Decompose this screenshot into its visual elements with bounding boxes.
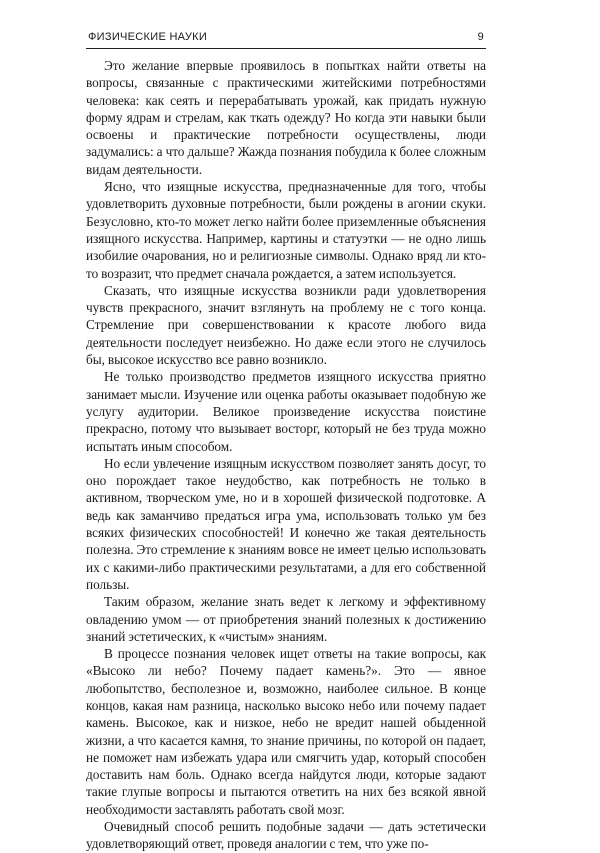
section-title: ФИЗИЧЕСКИЕ НАУКИ (88, 31, 208, 43)
paragraph-2: Ясно, что изящные искусства, предназначенные для того, чтобы удовлетворить духовные потребности, были рождены в агонии скуки. Безусловно, кто-то может легко найти более приземленные объяснения изящного искусства. Например, картины и статуэтки — не одно лишь изобилие очарования, но и религиозные символы. Однако вряд ли кто-то возразит, что предмет сначала рождается, а затем используется. (86, 179, 486, 281)
running-head (86, 29, 486, 49)
paragraph-7: В процессе познания человек ищет ответы на такие вопросы, как «Высоко ли небо? Почему падает камень?». Это — явное любопытство, бесполезное и, возможно, наиболее сильное. В конце концов, какая нам разница, насколько высоко небо или почему падает камень. Высокое, как и низкое, небо не вредит нашей обыденной жизни, а что касается камня, то знание причины, по которой он падает, не поможет нам избежать удара или смягчить удар, который способен доставить нам боль. Однако всегда найдутся люди, которые задают такие глупые вопросы и пытаются ответить на них без всякой явной необходимости заставлять работать свой мозг. (86, 646, 486, 817)
body-text (86, 57, 486, 853)
paragraph-8: Очевидный способ решить подобные задачи — дать эстетически удовлетворяющий ответ, проведя аналогии с тем, что уже по- (86, 819, 486, 852)
paragraph-6: Таким образом, желание знать ведет к легкому и эффективному овладению умом — от приобретения знаний полезных к достижению знаний эстетических, к «чистым» знаниям. (86, 594, 486, 644)
paragraph-1: Это желание впервые проявилось в попытках найти ответы на вопросы, связанные с практическими житейскими потребностями человека: как сеять и перерабатывать урожай, как придать нужную форму ядрам и стрелам, как ткать одежду? Но когда эти навыки были освоены и практические потребности осуществлены, люди задумались: а что дальше? Жажда познания побудила к более сложным видам деятельности. (86, 58, 486, 177)
paragraph-5: Но если увлечение изящным искусством позволяет занять досуг, то оно порождает такое неудобство, как потребность не только в активном, творческом уме, но и в хорошей физической подготовке. А ведь как заманчиво предаться игра ума, использовать только ум без всяких физических способностей! И конечно же такая деятельность полезна. Это стремление к знаниям вовсе не имеет целью использовать их с какими-либо практическими результатами, а для его собственной пользы. (86, 455, 486, 592)
paragraph-4: Не только производство предметов изящного искусства приятно занимает мысли. Изучение или оценка работы оказывает подобную же услугу аудитории. Великое произведение искусства поистине прекрасно, потому что вызывает восторг, который не без труда можно испытать иным способом. (86, 369, 486, 454)
page-number: 9 (477, 31, 484, 43)
paragraph-3: Сказать, что изящные искусства возникли ради удовлетворения чувств прекрасного, значит взглянуть на проблему не с того конца. Стремление при совершенствовании к красоте любого вида деятельности последует неизбежно. Но даже если этого не случилось бы, высокое искусство все равно возникло. (86, 282, 486, 368)
